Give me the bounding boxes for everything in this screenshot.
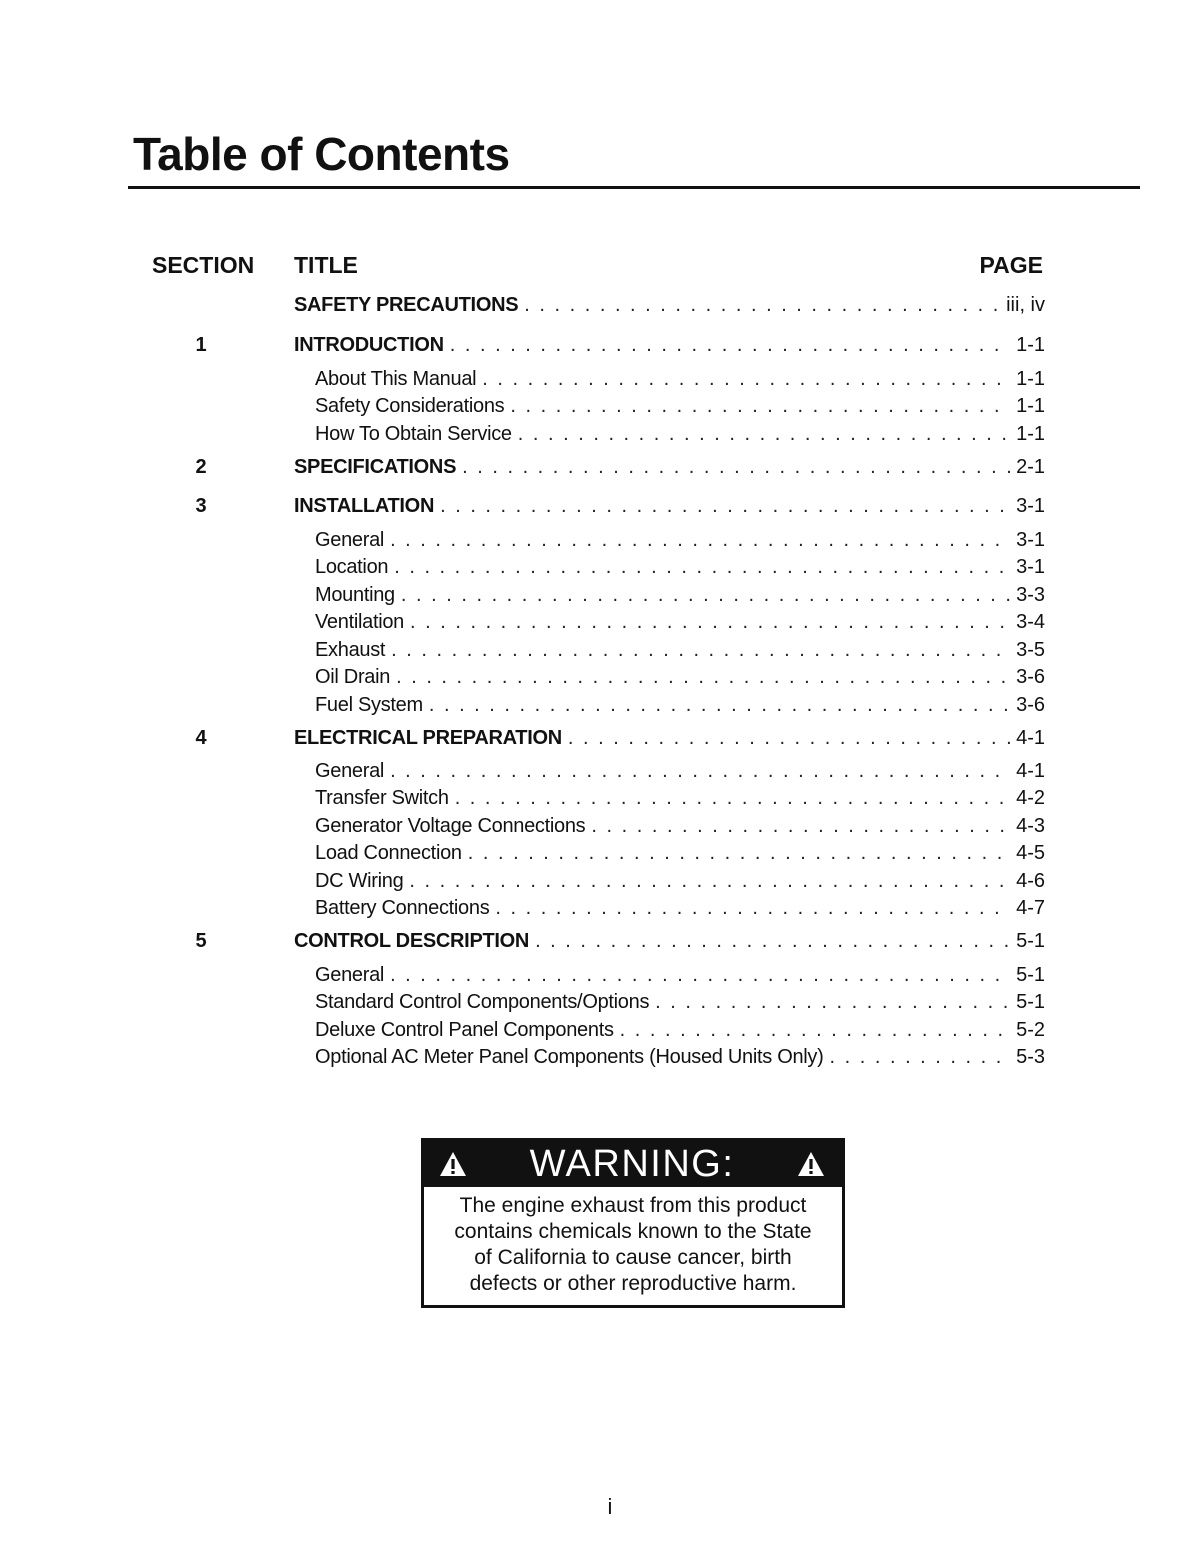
toc-entry: [315, 895, 1045, 921]
toc-entry: [315, 962, 1045, 988]
toc-entry-title: Deluxe Control Panel Components: [315, 1019, 614, 1041]
toc-entry: [315, 554, 1045, 580]
toc-entry-page: 4-2: [1016, 787, 1045, 809]
toc-subsection-row: [0, 962, 1200, 988]
dot-leader: [396, 664, 1010, 690]
toc-entry-page: 5-1: [1016, 991, 1045, 1013]
dot-leader: [510, 393, 1010, 419]
dot-leader: [394, 554, 1010, 580]
toc-entry-page: 1-1: [1016, 423, 1045, 445]
dot-leader: [401, 582, 1010, 608]
toc-entry-title: ELECTRICAL PREPARATION: [294, 727, 562, 749]
column-header-title: TITLE: [294, 252, 358, 278]
toc-entry-page: 3-1: [1016, 529, 1045, 551]
toc-entry-title: Exhaust: [315, 639, 386, 661]
toc-subsection-row: [0, 637, 1200, 663]
toc-section-number: 5: [195, 930, 207, 952]
toc-entry: [315, 637, 1045, 663]
toc-section-number: 4: [195, 727, 207, 749]
warning-header: [424, 1141, 842, 1187]
title-rule: [128, 186, 1140, 189]
dot-leader: [462, 454, 1010, 480]
dot-leader: [410, 609, 1010, 635]
toc-entry-page: iii, iv: [1006, 294, 1045, 316]
dot-leader: [390, 527, 1010, 553]
toc-entry: [315, 1017, 1045, 1043]
toc-entry: [315, 989, 1045, 1015]
toc-entry: [294, 928, 1045, 954]
toc-entry-title: General: [315, 760, 385, 782]
dot-leader: [390, 962, 1010, 988]
toc-entry: [315, 421, 1045, 447]
toc-entry: [315, 366, 1045, 392]
toc-subsection-row: [0, 692, 1200, 718]
warning-box: [421, 1138, 845, 1308]
toc-section-row: [0, 332, 1200, 358]
toc-entry-title: Location: [315, 556, 389, 578]
toc-entry-title: INSTALLATION: [294, 495, 435, 517]
dot-leader: [620, 1017, 1010, 1043]
toc-entry-title: CONTROL DESCRIPTION: [294, 930, 530, 952]
warning-line: of California to cause cancer, birth: [474, 1246, 792, 1269]
toc-section-row: [0, 928, 1200, 954]
dot-leader: [568, 725, 1010, 751]
toc-entry-page: 3-1: [1016, 495, 1045, 517]
toc-entry-title: Ventilation: [315, 611, 404, 633]
toc-entry-page: 5-2: [1016, 1019, 1045, 1041]
toc-entry-title: Load Connection: [315, 842, 462, 864]
toc-entry-page: 5-1: [1016, 930, 1045, 952]
toc-entry-title: INTRODUCTION: [294, 334, 444, 356]
toc-entry-title: SAFETY PRECAUTIONS: [294, 294, 519, 316]
toc-entry-page: 4-7: [1016, 897, 1045, 919]
toc-entry: [315, 692, 1045, 718]
dot-leader: [429, 692, 1010, 718]
toc-subsection-row: [0, 813, 1200, 839]
toc-entry-title: Transfer Switch: [315, 787, 449, 809]
toc-subsection-row: [0, 609, 1200, 635]
toc-subsection-row: [0, 366, 1200, 392]
dot-leader: [482, 366, 1010, 392]
toc-entry-page: 1-1: [1016, 334, 1045, 356]
dot-leader: [391, 637, 1010, 663]
dot-leader: [591, 813, 1010, 839]
toc-section-row: [0, 493, 1200, 519]
toc-entry-title: General: [315, 529, 385, 551]
toc-section-row: [0, 292, 1200, 318]
toc-entry-title: Mounting: [315, 584, 395, 606]
toc-entry-page: 4-5: [1016, 842, 1045, 864]
toc-subsection-row: [0, 582, 1200, 608]
toc-entry-page: 2-1: [1016, 456, 1045, 478]
toc-entry: [315, 1044, 1045, 1070]
toc-entry-title: Battery Connections: [315, 897, 490, 919]
dot-leader: [440, 493, 1010, 519]
dot-leader: [495, 895, 1010, 921]
toc-entry-title: How To Obtain Service: [315, 423, 512, 445]
toc-entry: [315, 813, 1045, 839]
toc-entry-page: 3-4: [1016, 611, 1045, 633]
dot-leader: [468, 840, 1010, 866]
toc-subsection-row: [0, 1017, 1200, 1043]
toc-entry-title: General: [315, 964, 385, 986]
dot-leader: [524, 292, 1000, 318]
warning-triangle-icon: [796, 1150, 826, 1178]
dot-leader: [409, 868, 1010, 894]
toc-section-row: [0, 725, 1200, 751]
toc-entry: [315, 582, 1045, 608]
toc-subsection-row: [0, 664, 1200, 690]
toc-entry: [315, 664, 1045, 690]
toc-entry-title: About This Manual: [315, 368, 477, 390]
toc-entry: [315, 527, 1045, 553]
toc-entry-title: SPECIFICATIONS: [294, 456, 457, 478]
warning-heading: WARNING:: [529, 1143, 735, 1185]
toc-entry-page: 4-1: [1016, 727, 1045, 749]
toc-entry: [315, 785, 1045, 811]
toc-entry-page: 1-1: [1016, 395, 1045, 417]
toc-entry-page: 3-5: [1016, 639, 1045, 661]
toc-entry-title: Optional AC Meter Panel Components (Housed Units Only): [315, 1046, 824, 1068]
toc-entry-page: 4-3: [1016, 815, 1045, 837]
toc-subsection-row: [0, 554, 1200, 580]
toc-subsection-row: [0, 527, 1200, 553]
page-number: i: [607, 1494, 613, 1519]
warning-triangle-icon: [438, 1150, 468, 1178]
toc-section-number: 3: [195, 495, 207, 517]
toc-subsection-row: [0, 393, 1200, 419]
warning-line: The engine exhaust from this product: [459, 1194, 807, 1217]
column-header-section: SECTION: [152, 252, 255, 278]
dot-leader: [830, 1044, 1011, 1070]
toc-subsection-row: [0, 758, 1200, 784]
toc-subsection-row: [0, 785, 1200, 811]
warning-text: [424, 1187, 842, 1297]
toc-entry: [294, 332, 1045, 358]
toc-subsection-row: [0, 989, 1200, 1015]
toc-entry-page: 4-6: [1016, 870, 1045, 892]
warning-line: contains chemicals known to the State: [454, 1220, 812, 1243]
toc-entry-page: 5-3: [1016, 1046, 1045, 1068]
toc-entry-title: Safety Considerations: [315, 395, 505, 417]
dot-leader: [455, 785, 1010, 811]
toc-entry: [315, 758, 1045, 784]
toc-entry: [315, 840, 1045, 866]
toc-subsection-row: [0, 868, 1200, 894]
toc-subsection-row: [0, 895, 1200, 921]
dot-leader: [535, 928, 1010, 954]
toc-entry-title: DC Wiring: [315, 870, 404, 892]
toc-entry-page: 1-1: [1016, 368, 1045, 390]
toc-entry: [294, 454, 1045, 480]
page-title: Table of Contents: [133, 128, 510, 180]
toc-entry-page: 3-1: [1016, 556, 1045, 578]
toc-entry-page: 3-6: [1016, 666, 1045, 688]
toc-entry: [294, 493, 1045, 519]
toc-section-number: 1: [195, 334, 207, 356]
toc-section-row: [0, 454, 1200, 480]
toc-entry-title: Generator Voltage Connections: [315, 815, 586, 837]
toc-entry: [294, 725, 1045, 751]
toc-entry-title: Standard Control Components/Options: [315, 991, 650, 1013]
toc-entry: [294, 292, 1045, 318]
toc-subsection-row: [0, 840, 1200, 866]
toc-subsection-row: [0, 421, 1200, 447]
toc-entry-page: 4-1: [1016, 760, 1045, 782]
toc-entry-page: 3-3: [1016, 584, 1045, 606]
toc-entry-page: 3-6: [1016, 694, 1045, 716]
dot-leader: [655, 989, 1010, 1015]
toc-entry-page: 5-1: [1016, 964, 1045, 986]
toc-subsection-row: [0, 1044, 1200, 1070]
dot-leader: [450, 332, 1010, 358]
toc-entry: [315, 868, 1045, 894]
toc-entry: [315, 609, 1045, 635]
toc-entry-title: Oil Drain: [315, 666, 391, 688]
column-header-page: PAGE: [979, 252, 1043, 278]
toc-entry-title: Fuel System: [315, 694, 423, 716]
dot-leader: [390, 758, 1010, 784]
dot-leader: [518, 421, 1010, 447]
toc-entry: [315, 393, 1045, 419]
warning-line: defects or other reproductive harm.: [469, 1272, 797, 1295]
toc-section-number: 2: [195, 456, 207, 478]
